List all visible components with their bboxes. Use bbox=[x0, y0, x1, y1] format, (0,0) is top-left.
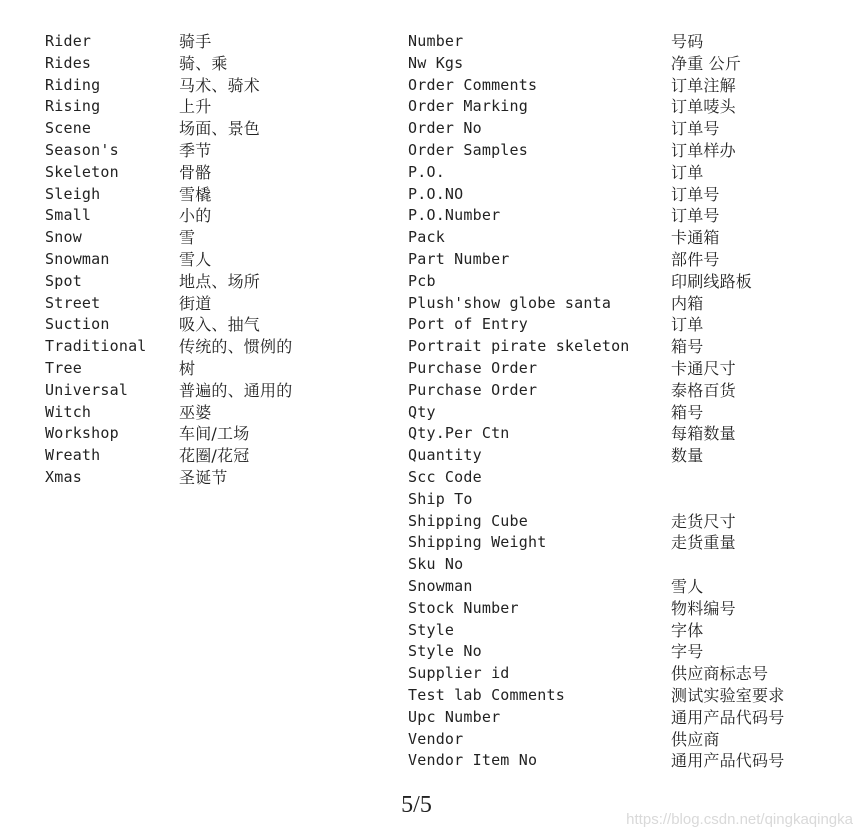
glossary-row bbox=[408, 205, 720, 227]
chinese-translation: 雪人 bbox=[179, 249, 212, 269]
english-term: Wreath bbox=[45, 446, 101, 465]
chinese-translation: 部件号 bbox=[671, 249, 720, 269]
english-term: Pack bbox=[408, 228, 445, 247]
glossary-row bbox=[45, 162, 212, 184]
glossary-row bbox=[45, 118, 261, 140]
english-term: Order Samples bbox=[408, 140, 528, 159]
chinese-translation: 雪人 bbox=[671, 576, 704, 596]
glossary-row bbox=[408, 750, 785, 772]
english-term: Style No bbox=[408, 642, 482, 661]
glossary-row bbox=[45, 358, 196, 380]
chinese-translation: 供应商 bbox=[671, 729, 720, 749]
english-term: Shipping Cube bbox=[408, 511, 528, 530]
chinese-translation: 上升 bbox=[179, 97, 212, 117]
chinese-translation: 订单注解 bbox=[671, 75, 736, 95]
english-term: Workshop bbox=[45, 424, 119, 443]
glossary-row bbox=[408, 162, 704, 184]
chinese-translation: 测试实验室要求 bbox=[671, 685, 785, 705]
english-term: Nw Kgs bbox=[408, 53, 464, 72]
chinese-translation: 每箱数量 bbox=[671, 424, 736, 444]
chinese-translation: 卡通尺寸 bbox=[671, 358, 736, 378]
chinese-translation: 订单号 bbox=[671, 206, 720, 226]
chinese-translation: 号码 bbox=[671, 32, 704, 51]
glossary-row bbox=[45, 31, 212, 53]
chinese-translation: 字体 bbox=[671, 620, 704, 640]
glossary-row bbox=[408, 96, 736, 118]
english-term: Quantity bbox=[408, 446, 482, 465]
glossary-row bbox=[408, 576, 704, 598]
glossary-row bbox=[408, 729, 720, 751]
chinese-translation: 花圈/花冠 bbox=[179, 446, 250, 466]
english-term: Port of Entry bbox=[408, 315, 528, 334]
english-term: Sku No bbox=[408, 555, 464, 574]
english-term: Ship To bbox=[408, 489, 473, 508]
page-number: 5/5 bbox=[401, 792, 432, 818]
english-term: Pcb bbox=[408, 271, 436, 290]
chinese-translation: 雪橇 bbox=[179, 184, 212, 204]
english-term: Upc Number bbox=[408, 707, 501, 726]
english-term: P.O.Number bbox=[408, 206, 501, 225]
chinese-translation: 街道 bbox=[179, 293, 212, 313]
english-term: Qty bbox=[408, 402, 436, 421]
chinese-translation: 马术、骑术 bbox=[179, 75, 261, 95]
glossary-row bbox=[408, 358, 736, 380]
english-term: Order Marking bbox=[408, 97, 528, 116]
chinese-translation: 车间/工场 bbox=[179, 424, 250, 444]
english-term: Universal bbox=[45, 380, 129, 399]
english-term: Qty.Per Ctn bbox=[408, 424, 510, 443]
glossary-row bbox=[45, 271, 261, 293]
glossary-row bbox=[408, 293, 704, 315]
english-term: Order Comments bbox=[408, 75, 538, 94]
chinese-translation: 小的 bbox=[179, 206, 212, 226]
chinese-translation: 通用产品代码号 bbox=[671, 707, 785, 727]
glossary-row bbox=[408, 598, 736, 620]
chinese-translation: 吸入、抽气 bbox=[179, 315, 261, 335]
chinese-translation: 订单号 bbox=[671, 119, 720, 139]
watermark-url: https://blog.csdn.net/qingkaqingka bbox=[626, 811, 853, 828]
english-term: Small bbox=[45, 206, 92, 225]
glossary-row bbox=[45, 467, 228, 489]
english-term: Purchase Order bbox=[408, 358, 538, 377]
chinese-translation: 泰格百货 bbox=[671, 380, 736, 400]
english-term: Traditional bbox=[45, 337, 147, 356]
english-term: P.O. bbox=[408, 162, 445, 181]
glossary-row bbox=[45, 96, 212, 118]
chinese-translation: 订单 bbox=[671, 162, 704, 182]
english-term: Skeleton bbox=[45, 162, 119, 181]
glossary-row bbox=[408, 336, 704, 358]
english-term: Number bbox=[408, 32, 464, 50]
chinese-translation: 骨骼 bbox=[179, 162, 212, 182]
english-term: Snow bbox=[45, 228, 82, 247]
glossary-row bbox=[408, 663, 769, 685]
glossary-row bbox=[408, 532, 736, 554]
english-term: Rides bbox=[45, 53, 92, 72]
chinese-translation: 场面、景色 bbox=[179, 119, 261, 139]
english-term: Vendor bbox=[408, 729, 464, 748]
glossary-row bbox=[408, 620, 704, 642]
chinese-translation: 地点、场所 bbox=[179, 271, 261, 291]
chinese-translation: 树 bbox=[179, 358, 196, 378]
english-term: Scene bbox=[45, 119, 92, 138]
english-term: Sleigh bbox=[45, 184, 101, 203]
chinese-translation: 字号 bbox=[671, 642, 704, 662]
chinese-translation: 供应商标志号 bbox=[671, 664, 769, 684]
english-term: Stock Number bbox=[408, 598, 519, 617]
chinese-translation: 卡通箱 bbox=[671, 228, 720, 248]
glossary-row bbox=[408, 445, 704, 467]
glossary-row bbox=[45, 227, 196, 249]
chinese-translation: 箱号 bbox=[671, 402, 704, 422]
english-term: Supplier id bbox=[408, 664, 510, 683]
glossary-row bbox=[45, 75, 261, 97]
chinese-translation: 通用产品代码号 bbox=[671, 751, 785, 771]
glossary-row bbox=[45, 445, 250, 467]
glossary-row bbox=[408, 314, 704, 336]
chinese-translation: 走货尺寸 bbox=[671, 511, 736, 531]
glossary-row bbox=[45, 249, 212, 271]
english-term: Shipping Weight bbox=[408, 533, 547, 552]
english-term: Order No bbox=[408, 119, 482, 138]
english-term: Purchase Order bbox=[408, 380, 538, 399]
glossary-row bbox=[408, 380, 736, 402]
glossary-row bbox=[45, 380, 293, 402]
chinese-translation: 数量 bbox=[671, 446, 704, 466]
chinese-translation: 箱号 bbox=[671, 337, 704, 357]
glossary-row bbox=[408, 641, 704, 663]
glossary-row bbox=[408, 467, 630, 489]
chinese-translation: 骑、乘 bbox=[179, 53, 228, 73]
chinese-translation: 净重 公斤 bbox=[671, 53, 742, 73]
glossary-row bbox=[45, 140, 212, 162]
chinese-translation: 订单唛头 bbox=[671, 97, 736, 117]
glossary-row bbox=[408, 118, 720, 140]
english-term: Snowman bbox=[408, 576, 473, 595]
english-term: Portrait pirate skeleton bbox=[408, 337, 630, 356]
right-glossary-column bbox=[408, 31, 785, 772]
glossary-row bbox=[45, 402, 212, 424]
glossary-row bbox=[408, 554, 630, 576]
english-term: Suction bbox=[45, 315, 110, 334]
chinese-translation: 走货重量 bbox=[671, 533, 736, 553]
english-term: Snowman bbox=[45, 249, 110, 268]
chinese-translation: 骑手 bbox=[179, 32, 212, 51]
glossary-row bbox=[408, 31, 704, 53]
glossary-row bbox=[45, 53, 228, 75]
english-term: Witch bbox=[45, 402, 92, 421]
chinese-translation: 圣诞节 bbox=[179, 467, 228, 487]
english-term: Plush'show globe santa bbox=[408, 293, 612, 312]
chinese-translation: 内箱 bbox=[671, 293, 704, 313]
english-term: Rising bbox=[45, 97, 101, 116]
english-term: Spot bbox=[45, 271, 82, 290]
english-term: Tree bbox=[45, 358, 82, 377]
glossary-row bbox=[408, 227, 720, 249]
glossary-row bbox=[408, 685, 785, 707]
glossary-row bbox=[408, 489, 630, 511]
glossary-row bbox=[45, 336, 293, 358]
glossary-row bbox=[408, 184, 720, 206]
glossary-row bbox=[408, 511, 736, 533]
left-glossary-column bbox=[45, 31, 293, 489]
glossary-row bbox=[45, 314, 261, 336]
english-term: Street bbox=[45, 293, 101, 312]
chinese-translation: 雪 bbox=[179, 228, 196, 248]
glossary-row bbox=[408, 402, 704, 424]
chinese-translation: 订单样办 bbox=[671, 140, 736, 160]
glossary-row bbox=[45, 205, 212, 227]
english-term: Part Number bbox=[408, 249, 510, 268]
chinese-translation: 订单号 bbox=[671, 184, 720, 204]
chinese-translation: 传统的、惯例的 bbox=[179, 337, 293, 357]
chinese-translation: 季节 bbox=[179, 140, 212, 160]
chinese-translation: 普遍的、通用的 bbox=[179, 380, 293, 400]
glossary-row bbox=[408, 707, 785, 729]
english-term: Style bbox=[408, 620, 455, 639]
english-term: Riding bbox=[45, 75, 101, 94]
chinese-translation: 印刷线路板 bbox=[671, 271, 753, 291]
english-term: Xmas bbox=[45, 467, 82, 486]
glossary-row bbox=[408, 75, 736, 97]
glossary-row bbox=[45, 423, 250, 445]
glossary-row bbox=[408, 140, 736, 162]
english-term: Season's bbox=[45, 140, 119, 159]
english-term: Rider bbox=[45, 32, 92, 50]
chinese-translation: 订单 bbox=[671, 315, 704, 335]
english-term: Vendor Item No bbox=[408, 751, 538, 770]
glossary-row bbox=[45, 184, 212, 206]
glossary-row bbox=[408, 53, 742, 75]
english-term: Scc Code bbox=[408, 467, 482, 486]
glossary-row bbox=[408, 249, 720, 271]
glossary-row bbox=[45, 293, 212, 315]
glossary-row bbox=[408, 423, 736, 445]
chinese-translation: 巫婆 bbox=[179, 402, 212, 422]
english-term: P.O.NO bbox=[408, 184, 464, 203]
english-term: Test lab Comments bbox=[408, 685, 565, 704]
glossary-row bbox=[408, 271, 753, 293]
chinese-translation: 物料编号 bbox=[671, 598, 736, 618]
